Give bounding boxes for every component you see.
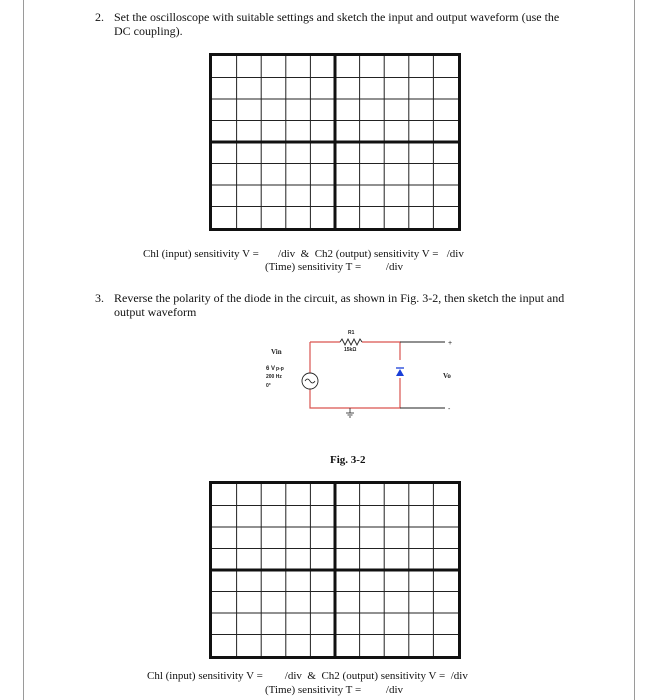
vo-label: Vo xyxy=(443,372,451,380)
resistor-r1 xyxy=(340,339,362,345)
question-2-line-2: DC coupling). xyxy=(114,24,183,38)
ground-icon xyxy=(346,408,354,417)
question-3-number: 3. xyxy=(95,291,104,305)
circuit-wire-bottom-right xyxy=(350,378,400,408)
source-phase: 0° xyxy=(266,383,271,389)
circuit-wire-bottom-left xyxy=(310,388,350,408)
question-2-line-1: Set the oscilloscope with suitable settings and sketch the input and output waveform (use the xyxy=(114,10,560,24)
resistor-r1-value: 15kΩ xyxy=(344,347,357,353)
grid-lines-1 xyxy=(212,56,458,228)
circuit-schematic xyxy=(240,320,480,440)
circuit-diagram xyxy=(240,320,480,440)
question-2 xyxy=(95,10,615,40)
source-amplitude: 6 Vp-p xyxy=(266,366,284,372)
vin-label: Vin xyxy=(271,348,282,356)
output-minus: - xyxy=(448,406,451,413)
question-3-line-2: output waveform xyxy=(114,305,197,319)
sensitivity-caption-2-line-2: (Time) sensitivity T = /div xyxy=(265,684,404,696)
grid-lines-2 xyxy=(212,484,458,656)
diode-icon xyxy=(396,369,404,376)
source-frequency: 200 Hz xyxy=(266,374,282,380)
figure-label: Fig. 3-2 xyxy=(330,454,366,466)
sensitivity-caption-1-line-2: (Time) sensitivity T = /div xyxy=(265,261,404,273)
oscilloscope-grid-2 xyxy=(209,481,461,659)
output-plus: + xyxy=(448,340,453,347)
sensitivity-caption-2-line-1: Chl (input) sensitivity V = /div & Ch2 (output) sensitivity V = /div xyxy=(147,670,468,682)
sensitivity-caption-1-line-1: Chl (input) sensitivity V = /div & Ch2 (output) sensitivity V = /div xyxy=(143,248,464,260)
resistor-r1-label: R1 xyxy=(348,330,355,336)
question-2-number: 2. xyxy=(95,10,104,24)
circuit-wire-top-right xyxy=(362,342,400,360)
question-3-line-1: Reverse the polarity of the diode in the circuit, as shown in Fig. 3-2, then sketch the input and xyxy=(114,291,565,305)
oscilloscope-grid-1 xyxy=(209,53,461,231)
question-3 xyxy=(95,291,615,321)
